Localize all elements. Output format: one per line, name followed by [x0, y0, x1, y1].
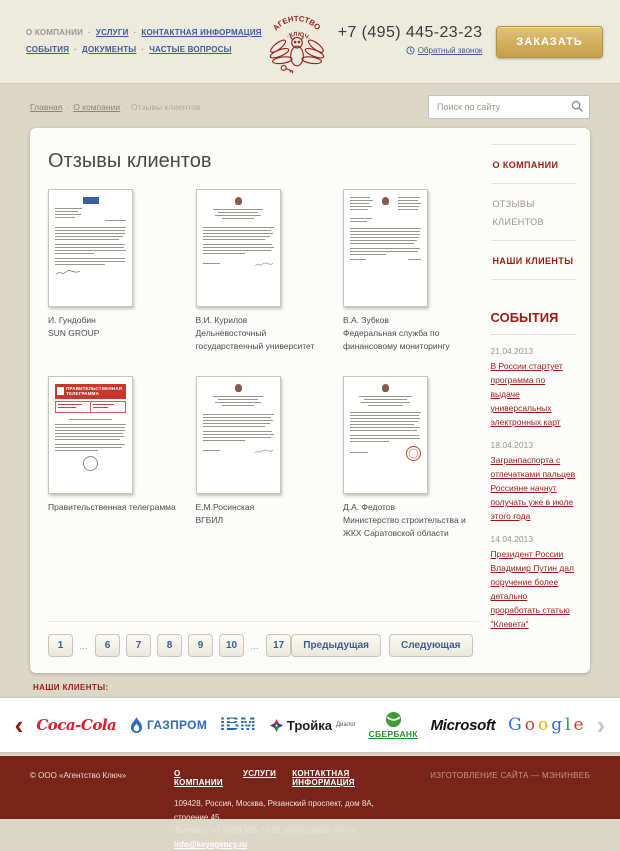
nav-item[interactable]: КОНТАКТНАЯ ИНФОРМАЦИЯ [141, 27, 262, 37]
letterhead-crest [382, 384, 389, 392]
letterhead-crest [235, 197, 242, 205]
client-logo-sberbank[interactable] [369, 711, 418, 739]
clock-icon [406, 46, 415, 55]
caption-line: В.А. Зубков [343, 315, 389, 325]
main-column [30, 128, 491, 673]
google-letter: o [537, 715, 549, 735]
site-header [0, 0, 620, 84]
content-card [30, 128, 590, 673]
nav-item: О КОМПАНИИ [26, 27, 84, 37]
sberbank-wordmark: СБЕРБАНК [368, 729, 418, 739]
searchbox [428, 95, 590, 119]
google-letter: l [565, 715, 571, 735]
nav-item[interactable]: ЧАСТЫЕ ВОПРОСЫ [149, 44, 232, 54]
stamp-icon [83, 456, 98, 471]
testimonial-caption [48, 501, 184, 514]
callback-label: Обратный звонок [417, 45, 483, 55]
sidebar-menu [491, 144, 576, 280]
caption-line: Министерство строительства и ЖКХ Саратовской области [343, 515, 466, 538]
page-button[interactable]: 9 [188, 634, 213, 657]
event-item [491, 346, 576, 429]
testimonial-item [196, 376, 332, 539]
testimonial-item [343, 376, 479, 539]
footer-made-by: ИЗГОТОВЛЕНИЕ САЙТА — МЭНИНВЕБ [430, 771, 590, 780]
footer-email-link[interactable]: info@keyagency.ru [174, 839, 248, 849]
next-page-button[interactable]: Следующая [389, 634, 473, 657]
testimonial-item [343, 189, 479, 352]
footer-phone-text: Телефон: +7 (495) 508-73-21, электронная почта: [174, 826, 357, 836]
letterhead-logo [83, 197, 99, 204]
page-button[interactable]: 7 [126, 634, 151, 657]
event-link[interactable]: Загранпаспорта с отпечатками пальцев Россияне начнут получать уже в июле этого года [490, 455, 576, 522]
sidebar-item-link[interactable]: О КОМПАНИИ [492, 160, 559, 170]
nav-item[interactable]: ДОКУМЕНТЫ [82, 44, 137, 54]
footer-middle [174, 769, 404, 849]
page-buttons [48, 634, 291, 657]
signature-scribble [55, 268, 81, 277]
event-item [491, 534, 576, 631]
header-contact [338, 24, 483, 60]
clients-carousel [0, 698, 620, 752]
telegram-grid [55, 401, 126, 413]
footer-links [174, 769, 404, 787]
client-logo-ibm[interactable] [220, 714, 256, 736]
nav-separator: · [133, 27, 137, 37]
events-list [491, 346, 576, 631]
google-letter: e [573, 715, 584, 735]
sberbank-logo-icon [385, 711, 402, 728]
breadcrumb-item[interactable]: О компании [73, 102, 121, 112]
caption-line: Федеральная служба по финансовому мониторингу [343, 327, 450, 351]
breadcrumb-item: Отзывы клиентов [130, 102, 201, 112]
breadcrumb-separator: · [124, 102, 127, 112]
breadcrumb-item[interactable]: Главная [30, 102, 63, 112]
google-letter: g [551, 715, 563, 735]
telegram-crest-icon [57, 387, 64, 395]
testimonial-thumb[interactable] [196, 376, 281, 494]
testimonial-caption [343, 314, 479, 352]
testimonial-caption [196, 314, 332, 352]
header-phone: +7 (495) 445-23-23 [337, 23, 483, 41]
page-title: Отзывы клиентов [48, 150, 212, 172]
page-button[interactable]: 1 [48, 634, 73, 657]
caption-line: SUN GROUP [48, 327, 100, 338]
order-button[interactable]: ЗАКАЗАТЬ [496, 26, 602, 58]
caption-line: Правительственная телеграмма [48, 502, 176, 513]
testimonial-thumb[interactable] [343, 376, 428, 494]
pagination-ellipsis: … [79, 640, 89, 651]
event-link[interactable]: В России стартует программа по выдаче универсальных электронных карт [490, 361, 563, 428]
caption-line: Д.А. Федотов [343, 502, 396, 513]
testimonial-thumb[interactable] [48, 376, 133, 494]
testimonial-item [48, 376, 184, 539]
nav-row [26, 42, 262, 59]
page-button[interactable]: 6 [95, 634, 120, 657]
signature-scribble [254, 260, 274, 269]
gazprom-wordmark: ГАЗПРОМ [146, 718, 208, 732]
nav-separator: · [88, 27, 91, 37]
microsoft-wordmark: Microsoft [430, 716, 496, 734]
ibm-wordmark: IBM [219, 714, 257, 735]
site-footer [0, 756, 620, 849]
nav-separator: · [74, 44, 78, 54]
client-logo-gazprom[interactable] [129, 717, 207, 734]
events-title: СОБЫТИЯ [491, 310, 576, 335]
logo[interactable] [262, 6, 332, 78]
red-stamp-icon [406, 446, 421, 461]
event-date: 14.04.2013 [490, 534, 534, 545]
page-button[interactable]: 8 [157, 634, 182, 657]
testimonial-caption [196, 501, 332, 527]
client-logo-cocacola[interactable] [36, 716, 116, 734]
carousel-prev-arrow[interactable]: ‹ [14, 710, 24, 740]
prev-page-button[interactable]: Предыдущая [291, 634, 381, 657]
footer-link[interactable]: О КОМПАНИИ [174, 769, 223, 787]
testimonials-grid [48, 189, 479, 540]
testimonial-caption [48, 314, 184, 340]
sidebar-menu-item [491, 144, 576, 183]
gazprom-flame-icon [129, 717, 144, 734]
pagination-nav [291, 634, 472, 657]
sidebar [491, 128, 590, 673]
testimonial-caption [343, 501, 479, 539]
svg-text:АГЕНТСТВО: АГЕНТСТВО [270, 13, 323, 32]
breadcrumb [30, 102, 200, 112]
clients-strip-label: НАШИ КЛИЕНТЫ: [33, 683, 109, 692]
troika-wordmark: Тройка [286, 717, 332, 733]
nav-separator: · [141, 44, 145, 54]
page-button[interactable]: 10 [219, 634, 244, 657]
caption-line: И. Гундобин [48, 315, 96, 325]
client-logo-google[interactable] [508, 715, 583, 735]
carousel-next-arrow[interactable]: › [596, 710, 606, 740]
pagination-ellipsis: … [250, 640, 261, 651]
callback-link[interactable] [406, 46, 483, 55]
nav-row [26, 25, 262, 42]
testimonial-item [48, 189, 184, 352]
main-nav [26, 25, 262, 59]
google-letter: o [524, 715, 535, 735]
footer-link[interactable]: УСЛУГИ [242, 769, 277, 778]
caption-line: В.И. Курилов [195, 315, 248, 325]
cocacola-wordmark: Coca-Cola [36, 716, 117, 734]
letterhead-crest [235, 384, 242, 392]
client-logos [30, 711, 590, 739]
page-button[interactable]: 17 [266, 634, 291, 657]
caption-line: Дельневосточный государственный университет [195, 327, 315, 351]
testimonial-thumb[interactable] [196, 189, 281, 307]
signature-scribble [254, 447, 274, 456]
svg-text:·КЛЮЧ·: ·КЛЮЧ· [286, 31, 311, 42]
event-item [491, 440, 576, 523]
testimonial-thumb[interactable] [343, 189, 428, 307]
telegram-banner: ПРАВИТЕЛЬСТВЕННАЯ ТЕЛЕГРАММА [55, 384, 126, 398]
sidebar-item-link[interactable]: НАШИ КЛИЕНТЫ [492, 256, 574, 266]
event-link[interactable]: Президент России Владимир Путин дал поручение более детально проработать статью "Клевета" [490, 549, 574, 630]
event-date: 21.04.2013 [490, 346, 534, 356]
google-letter: G [508, 715, 522, 735]
search-input[interactable] [428, 95, 590, 119]
sidebar-item-link: ОТЗЫВЫ КЛИЕНТОВ [492, 199, 544, 227]
owl-emblem-icon [262, 6, 332, 78]
letterhead-crest [382, 197, 389, 205]
client-logo-microsoft[interactable] [431, 717, 496, 734]
troika-pinwheel-icon [269, 718, 284, 733]
footer-copyright: © ООО «Агентство Ключ» [30, 771, 127, 780]
testimonial-item [196, 189, 332, 352]
event-date: 18.04.2013 [490, 440, 534, 451]
caption-line: ВГБИЛ [195, 515, 224, 525]
sidebar-menu-item [491, 183, 576, 240]
breadcrumb-separator: · [66, 102, 70, 112]
footer-phone-line [174, 824, 404, 851]
nav-item[interactable]: УСЛУГИ [95, 27, 129, 37]
pagination [48, 621, 479, 659]
search-icon[interactable] [571, 100, 584, 113]
sidebar-menu-item [491, 240, 576, 280]
caption-line: Е.М.Росинская [195, 502, 255, 513]
footer-address: 109428, Россия, Москва, Рязанский проспект, дом 8А, строение 45 [174, 799, 374, 822]
troika-suffix: Диалог [335, 722, 356, 728]
topbar-row [30, 94, 590, 120]
nav-item[interactable]: СОБЫТИЯ [26, 44, 70, 54]
footer-link[interactable]: КОНТАКТНАЯ ИНФОРМАЦИЯ [292, 769, 355, 787]
testimonial-thumb[interactable] [48, 189, 133, 307]
client-logo-troika[interactable] [269, 718, 356, 733]
